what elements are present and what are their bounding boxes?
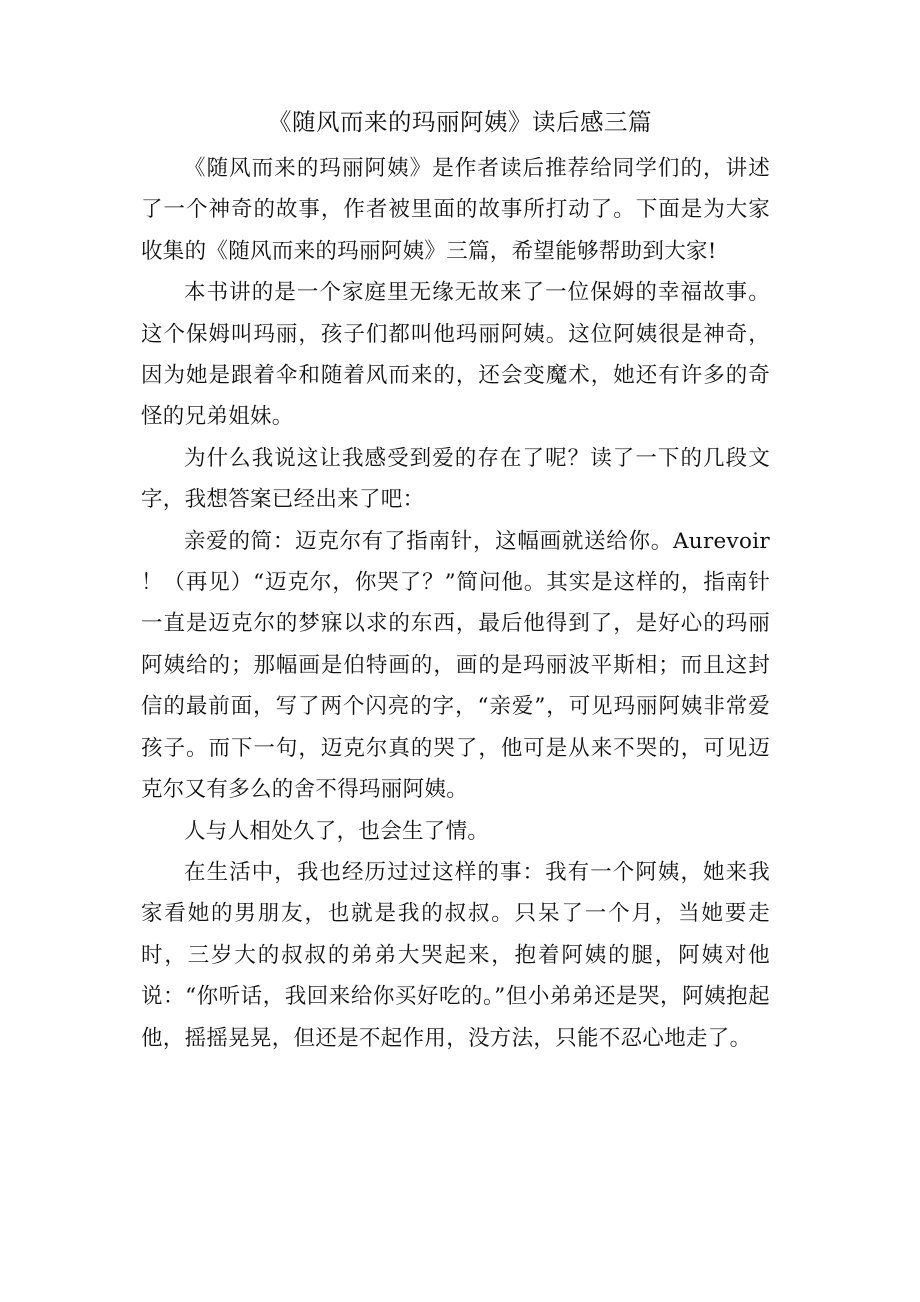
paragraph-question: 为什么我说这让我感受到爱的存在了呢？读了一下的几段文字，我想答案已经出来了吧： [141,445,770,513]
document-title: 《随风而来的玛丽阿姨》读后感三篇 [268,108,652,136]
paragraph-letter: 亲爱的简：迈克尔有了指南针，这幅画就送给你。Aurevoir ！（再见）“迈克尔，你哭了？”简问他。其实是这样的，指南针一直是迈克尔的梦寐以求的东西，最后他得到了，是好心的玛丽阿姨给的；那幅画是伯特画的，画的是玛丽波平斯相；而且这封信的最前面，写了两个闪亮的字，“亲爱”，可见玛丽阿姨非常爱孩子。而下一句，迈克尔真的哭了，他可是从来不哭的，可见迈克尔又有多么的舍不得玛丽阿姨。 [141,528,770,803]
paragraph-experience: 在生活中，我也经历过过这样的事：我有一个阿姨，她来我家看她的男朋友，也就是我的叔叔。只呆了一个月，当她要走时，三岁大的叔叔的弟弟大哭起来，抱着阿姨的腿，阿姨对他说：“你听话，我回来给你买好吃的。”但小弟弟还是哭，阿姨抱起他，摇摇晃晃，但还是不起作用，没方法，只能不忍心地走了。 [141,859,770,1051]
document-body [141,148,770,1059]
paragraph-feeling: 人与人相处久了，也会生了情。 [184,818,490,844]
paragraph-intro: 《随风而来的玛丽阿姨》是作者读后推荐给同学们的，讲述了一个神奇的故事，作者被里面的故事所打动了。下面是为大家收集的《随风而来的玛丽阿姨》三篇，希望能够帮助到大家! [141,156,770,264]
paragraph-book-summary: 本书讲的是一个家庭里无缘无故来了一位保姆的幸福故事。这个保姆叫玛丽，孩子们都叫他玛丽阿姨。这位阿姨很是神奇，因为她是跟着伞和随着风而来的，还会变魔术，她还有许多的奇怪的兄弟姐妹。 [141,280,770,430]
